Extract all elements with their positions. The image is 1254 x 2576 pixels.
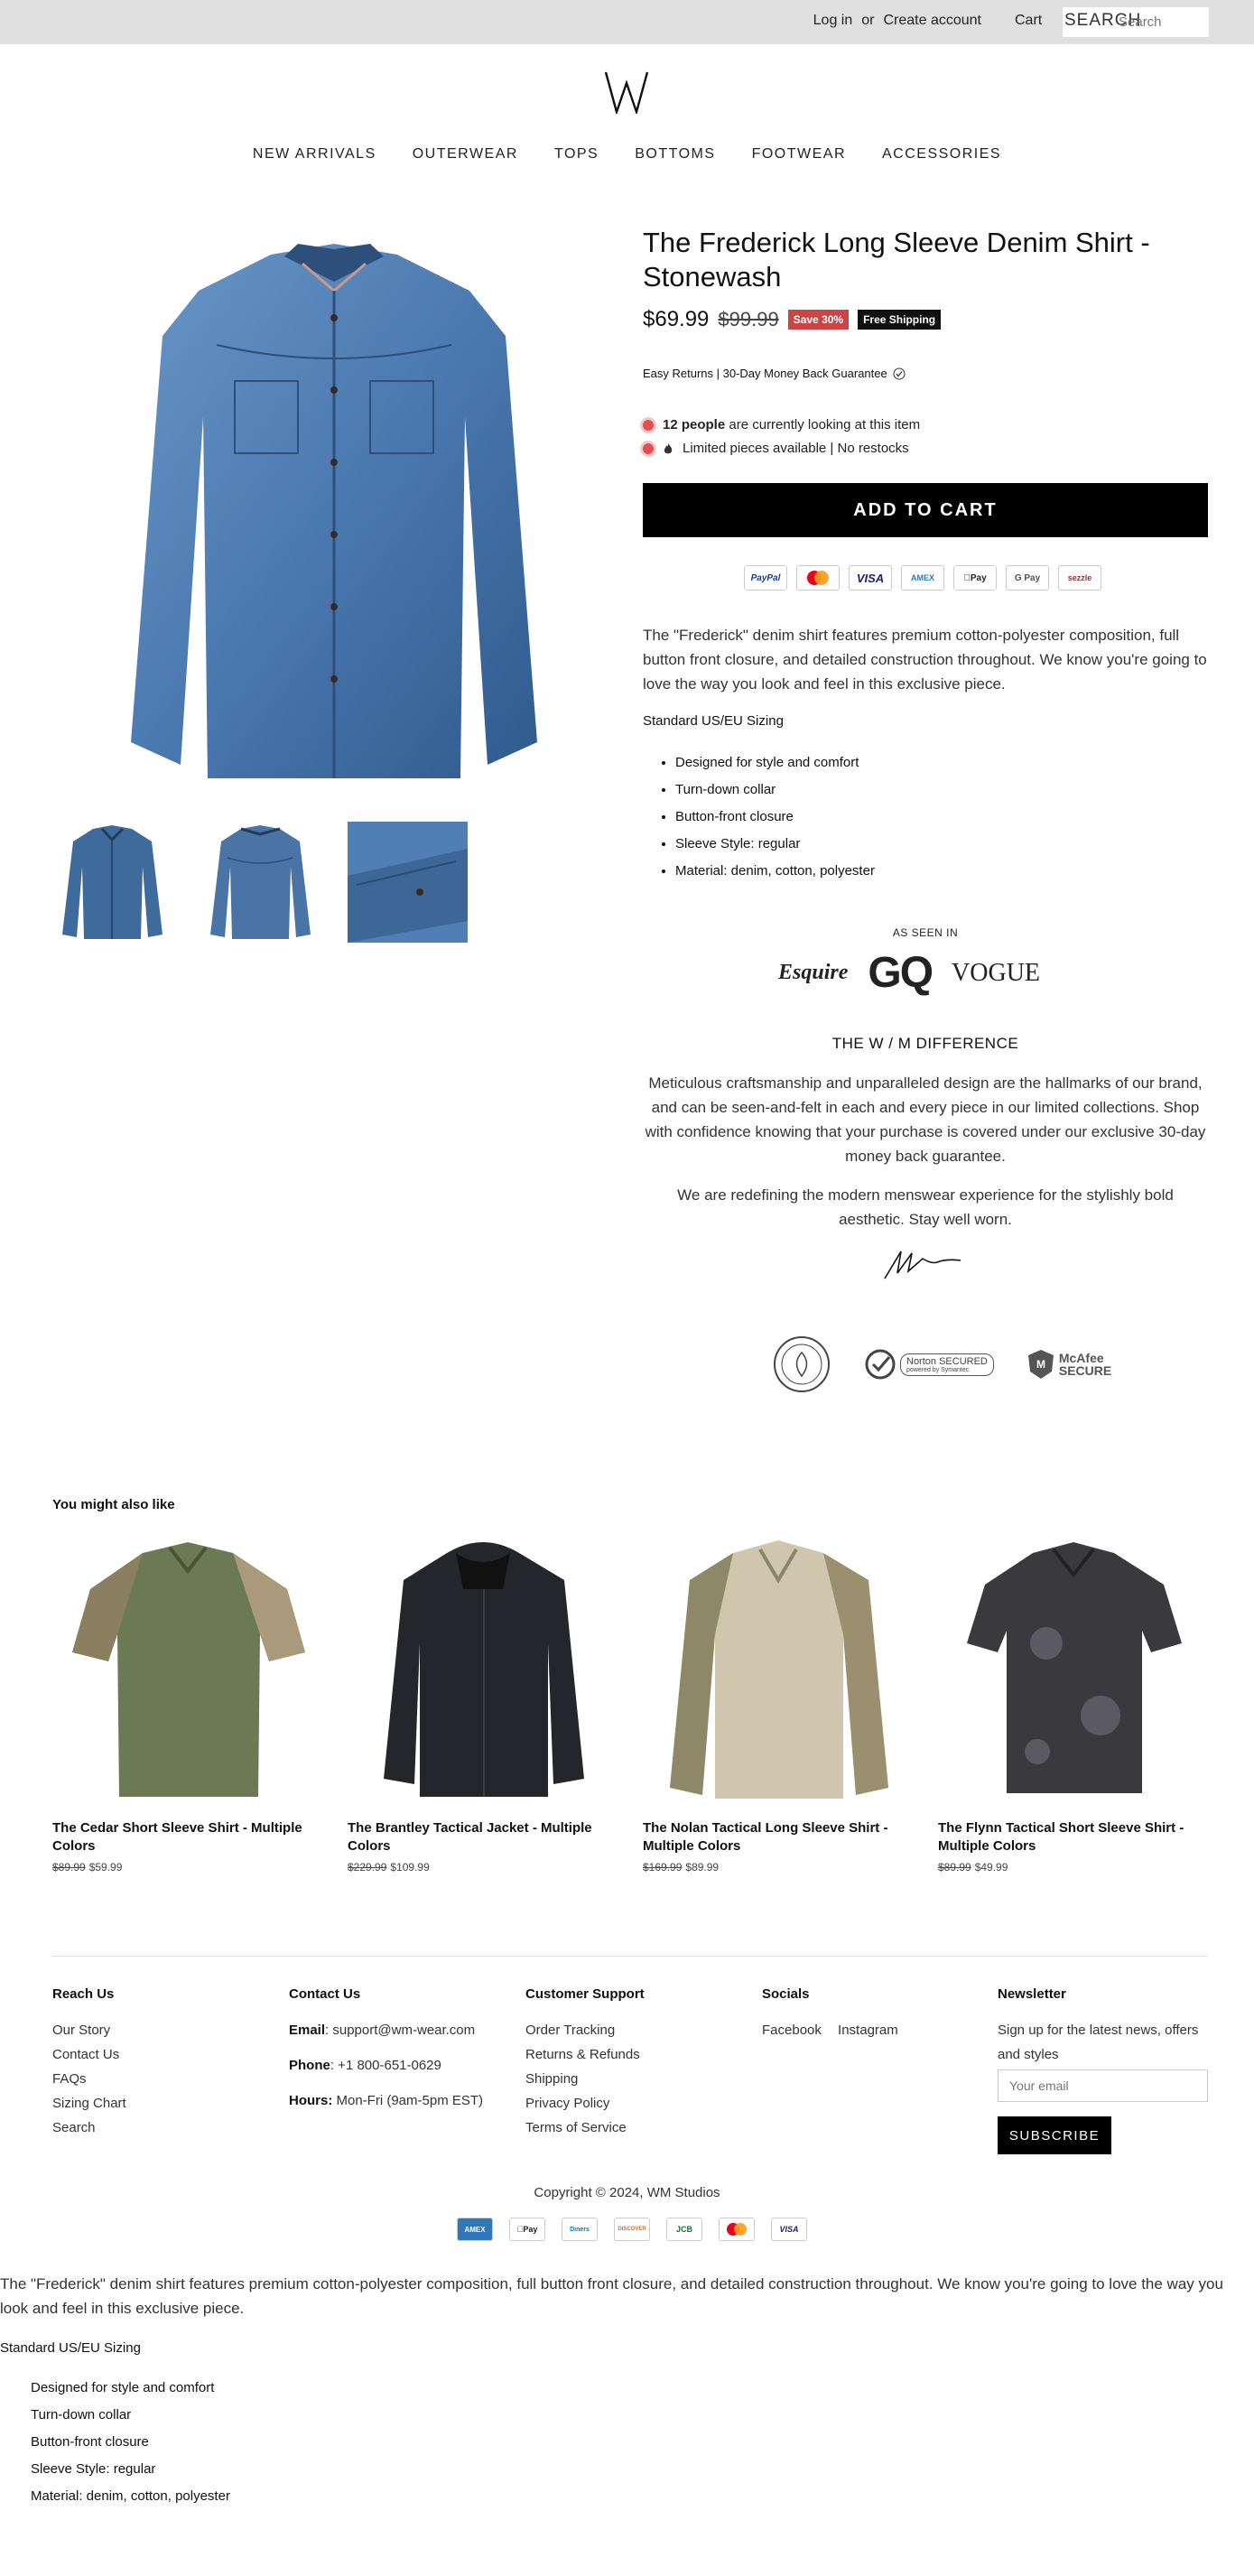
instagram-link[interactable]: Instagram: [838, 2023, 898, 2038]
free-shipping-badge: Free Shipping: [858, 310, 941, 330]
svg-text:M: M: [1036, 1358, 1045, 1371]
or-text: or: [861, 13, 875, 28]
returns-guarantee: [643, 367, 906, 380]
visa-icon: VISA: [771, 2218, 807, 2241]
apple-icon: [517, 2225, 524, 2234]
gq-logo: GQ: [868, 949, 933, 997]
footer-divider: [52, 1956, 1208, 1957]
related-product-card[interactable]: [643, 1535, 915, 1874]
footer-heading: Reach Us: [52, 1986, 115, 2002]
contact-phone: Phone: +1 800-651-0629: [289, 2058, 441, 2073]
footer-link-faqs[interactable]: FAQs: [52, 2071, 87, 2087]
norton-check-icon: [864, 1348, 896, 1381]
product-image[interactable]: [52, 1535, 325, 1806]
mcafee-shield-icon: [1026, 1348, 1055, 1381]
nav-bottoms[interactable]: BOTTOMS: [635, 146, 716, 162]
subscribe-button[interactable]: SUBSCRIBE: [998, 2116, 1111, 2154]
product-thumbnail-front[interactable]: [52, 822, 172, 943]
product-name[interactable]: The Flynn Tactical Short Sleeve Shirt - Multiple Colors: [938, 1820, 1184, 1854]
viewers-label: are currently looking at this item: [729, 417, 921, 432]
product-prices: $229.99 $109.99: [348, 1861, 430, 1874]
product-prices: $89.99 $49.99: [938, 1861, 1008, 1874]
apple-pay-icon: Pay: [953, 565, 997, 591]
footer-link-shipping[interactable]: Shipping: [525, 2071, 579, 2087]
footer-support: [525, 1986, 645, 2140]
product-image[interactable]: [348, 1535, 620, 1806]
check-circle-icon: [893, 367, 906, 380]
list-item: • Material: denim, cotton, polyester: [675, 858, 875, 885]
product-price: $69.99: [643, 307, 710, 331]
signature-icon: [881, 1246, 964, 1282]
amex-icon: AMEX: [457, 2218, 493, 2241]
stock-indicator: [643, 441, 909, 456]
returns-text: Easy Returns | 30-Day Money Back Guarantee: [643, 367, 887, 380]
payment-logos: [744, 565, 1101, 591]
save-badge: Save 30%: [788, 310, 849, 330]
mastercard-icon: [719, 2218, 755, 2241]
footer-link-returns[interactable]: Returns & Refunds: [525, 2047, 640, 2062]
list-item: Turn-down collar: [31, 2407, 132, 2423]
nav-tops[interactable]: TOPS: [553, 146, 599, 162]
login-link[interactable]: Log in: [813, 13, 853, 28]
brand-logo-icon[interactable]: [604, 70, 649, 114]
footer-link-privacy[interactable]: Privacy Policy: [525, 2096, 610, 2111]
visa-icon: VISA: [849, 565, 892, 591]
footer-link-our-story[interactable]: Our Story: [52, 2023, 111, 2038]
contact-hours: Hours: Mon-Fri (9am-5pm EST): [289, 2093, 484, 2108]
product-prices: $169.99 $89.99: [643, 1861, 720, 1874]
product-image[interactable]: [643, 1535, 915, 1806]
difference-paragraph-2: We are redefining the modern menswear experience for the stylishly bold aesthetic. Stay well worn.: [677, 1186, 1174, 1228]
sizing-note: Standard US/EU Sizing: [643, 713, 784, 729]
footer-heading: Customer Support: [525, 1986, 645, 2002]
product-name[interactable]: The Brantley Tactical Jacket - Multiple Colors: [348, 1820, 592, 1854]
cart-link[interactable]: Cart: [1015, 13, 1043, 28]
list-item: • Sleeve Style: regular: [675, 831, 875, 858]
related-product-card[interactable]: [348, 1535, 620, 1874]
stock-text: Limited pieces available | No restocks: [683, 441, 909, 456]
difference-title: THE W / M DIFFERENCE: [831, 1035, 1019, 1052]
newsletter-email-input[interactable]: [998, 2069, 1208, 2102]
search-label: SEARCH: [1064, 11, 1142, 30]
norton-badge: Norton SECURED powered by Symantec: [864, 1348, 994, 1381]
product-title: The Frederick Long Sleeve Denim Shirt - Stonewash: [643, 227, 1150, 293]
viewers-count: 12 people: [663, 417, 726, 432]
mcafee-badge: M McAfee SECURE: [1026, 1348, 1122, 1381]
product-name[interactable]: The Cedar Short Sleeve Shirt - Multiple Colors: [52, 1820, 302, 1854]
list-item: Button-front closure: [31, 2434, 149, 2450]
product-thumbnail-detail[interactable]: [348, 822, 468, 943]
mastercard-icon: [796, 565, 840, 591]
footer-socials: [762, 1986, 898, 2042]
newsletter-text: Sign up for the latest news, offers and styles: [998, 2023, 1199, 2062]
paypal-icon: PayPal: [744, 565, 787, 591]
footer-payment-logos: [457, 2218, 807, 2241]
footer-heading: Socials: [762, 1986, 810, 2002]
top-bar: [0, 0, 1254, 44]
search-box[interactable]: [1063, 7, 1209, 37]
product-image[interactable]: [938, 1535, 1211, 1806]
diners-icon: Diners: [562, 2218, 598, 2241]
vogue-logo: VOGUE: [952, 958, 1041, 987]
jcb-icon: JCB: [666, 2218, 702, 2241]
list-item: Sleeve Style: regular: [31, 2461, 156, 2477]
product-name[interactable]: The Nolan Tactical Long Sleeve Shirt - Multiple Colors: [643, 1820, 888, 1854]
search-input[interactable]: [1117, 12, 1205, 32]
sizing-note-duplicate: Standard US/EU Sizing: [0, 2340, 141, 2356]
price-row: [643, 307, 941, 332]
footer-newsletter: [998, 1986, 1208, 2067]
fire-icon: [663, 442, 673, 455]
live-dot-icon: [643, 420, 654, 431]
add-to-cart-button[interactable]: ADD TO CART: [643, 483, 1208, 537]
product-main-image[interactable]: [126, 237, 543, 787]
footer-heading: Contact Us: [289, 1986, 361, 2002]
related-product-card[interactable]: [938, 1535, 1211, 1874]
footer-link-sizing-chart[interactable]: Sizing Chart: [52, 2096, 126, 2111]
related-product-card[interactable]: [52, 1535, 325, 1874]
contact-email: Email: support@wm-wear.com: [289, 2023, 476, 2038]
product-description-duplicate: The "Frederick" denim shirt features premium cotton-polyester composition, full button front closure, and detailed construction throughout. We know you're going to love the way you look and feel in this exclusive piece.: [0, 2275, 1223, 2317]
list-item: Material: denim, cotton, polyester: [31, 2488, 230, 2504]
footer-link-terms[interactable]: Terms of Service: [525, 2120, 627, 2135]
difference-paragraph-1: Meticulous craftsmanship and unparalleled design are the hallmarks of our brand, and can be seen-and-felt in each and every piece in our limited collections. Shop with confidence knowing that your purchase is covered under our exclusive 30-day money back guarantee.: [645, 1074, 1206, 1165]
product-thumbnail-back[interactable]: [200, 822, 320, 943]
footer-link-order-tracking[interactable]: Order Tracking: [525, 2023, 616, 2038]
facebook-link[interactable]: Facebook: [762, 2023, 822, 2038]
footer-reach-us: [52, 1986, 126, 2140]
nav-accessories[interactable]: ACCESSORIES: [882, 146, 1002, 162]
live-dot-icon: [643, 443, 654, 454]
list-item: • Button-front closure: [675, 804, 875, 831]
viewers-text: [663, 417, 920, 432]
as-seen-in-label: AS SEEN IN: [892, 926, 959, 939]
footer-contact: [289, 1986, 483, 2113]
sezzle-icon: sezzle: [1058, 565, 1101, 591]
product-prices: $89.99 $59.99: [52, 1861, 123, 1874]
related-title: You might also like: [52, 1497, 175, 1512]
discover-icon: DISCOVER: [614, 2218, 650, 2241]
nav-new-arrivals[interactable]: NEW ARRIVALS: [252, 146, 376, 162]
account-links: [813, 13, 981, 29]
footer-heading: Newsletter: [998, 1986, 1066, 2002]
google-pay-icon: G Pay: [1006, 565, 1049, 591]
viewers-indicator: [643, 417, 920, 432]
list-item: Designed for style and comfort: [31, 2380, 215, 2395]
apple-icon: [963, 573, 971, 583]
create-account-link[interactable]: Create account: [883, 13, 981, 28]
footer-link-contact-us[interactable]: Contact Us: [52, 2047, 120, 2062]
amex-icon: AMEX: [901, 565, 944, 591]
apple-pay-icon: Pay: [509, 2218, 545, 2241]
product-description: The "Frederick" denim shirt features premium cotton-polyester composition, full button front closure, and detailed construction throughout. We know you're going to love the way you look and feel in this exclusive piece.: [643, 627, 1207, 693]
eco-friendly-badge-icon: [772, 1334, 831, 1394]
feature-list-duplicate: [0, 2375, 230, 2510]
main-nav: [0, 146, 1254, 163]
footer-link-search[interactable]: Search: [52, 2120, 96, 2135]
nav-footwear[interactable]: FOOTWEAR: [751, 146, 846, 162]
esquire-logo: Esquire: [778, 961, 849, 984]
list-item: • Designed for style and comfort: [675, 749, 875, 777]
copyright: Copyright © 2024, WM Studios: [534, 2185, 720, 2200]
trust-badges: [772, 1334, 1122, 1394]
compare-price: $99.99: [718, 308, 779, 330]
feature-list: [643, 749, 875, 885]
social-links: [762, 2018, 898, 2042]
nav-outerwear[interactable]: OUTERWEAR: [412, 146, 518, 162]
press-logos: [778, 948, 1040, 998]
list-item: • Turn-down collar: [675, 777, 875, 804]
